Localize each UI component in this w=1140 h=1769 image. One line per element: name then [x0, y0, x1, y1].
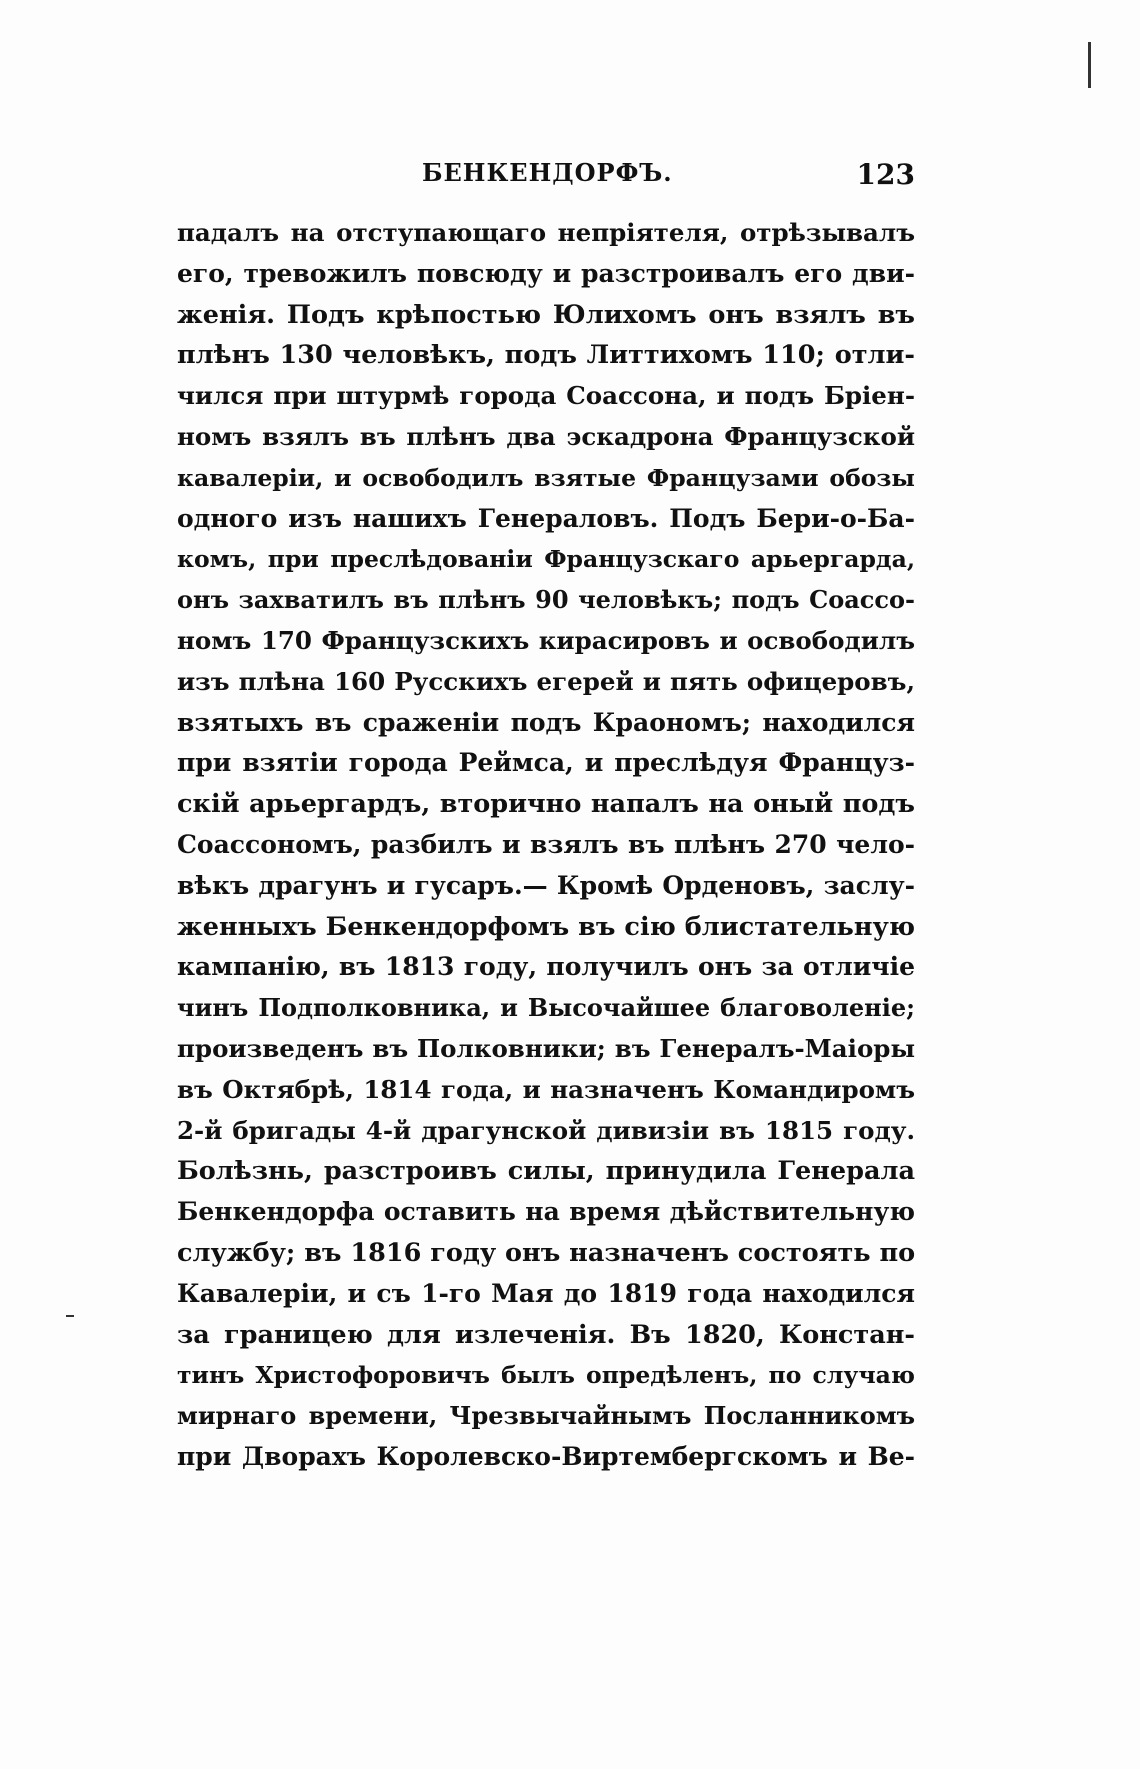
text-line: изъ плѣна 160 Русскихъ егерей и пять офицеровъ, — [177, 666, 915, 696]
scan-margin-mark — [66, 1315, 74, 1317]
text-line: Болѣзнь, разстроивъ силы, принудила Генерала — [177, 1156, 915, 1187]
page-number: 123 — [856, 158, 915, 191]
text-line: чинъ Подполковника, и Высочайшее благоволеніе; — [177, 993, 915, 1023]
text-line: номъ взялъ въ плѣнъ два эскадрона Французской — [177, 421, 915, 451]
text-line: Соассономъ, разбилъ и взялъ въ плѣнъ 270 чело- — [177, 829, 915, 859]
text-line: за границею для излеченія. Въ 1820, Констан- — [177, 1319, 915, 1350]
text-line: женныхъ Бенкендорфомъ въ сію блистательную — [177, 911, 915, 942]
text-line: при взятіи города Реймса, и преслѣдуя Француз- — [177, 748, 915, 778]
text-line: 2-й бригады 4-й драгунской дивизіи въ 1815 году. — [177, 1115, 915, 1145]
text-line: службу; въ 1816 году онъ назначенъ состоять по — [177, 1237, 915, 1268]
text-line: кавалеріи, и освободилъ взятые Французами обозы — [177, 463, 915, 492]
text-line: чился при штурмѣ города Соассона, и подъ Бріен- — [177, 381, 915, 411]
page-header — [177, 158, 915, 198]
text-line: одного изъ нашихъ Генераловъ. Подъ Бери-о-Ба- — [177, 503, 915, 533]
text-line: вѣкъ драгунъ и гусаръ.— Кромѣ Орденовъ, заслу- — [177, 870, 915, 900]
scan-edge-mark — [1088, 42, 1091, 88]
text-line: плѣнъ 130 человѣкъ, подъ Литтихомъ 110; отли- — [177, 340, 915, 371]
text-line: мирнаго времени, Чрезвычайнымъ Посланникомъ — [177, 1401, 915, 1431]
text-line: Бенкендорфа оставить на время дѣйствительную — [177, 1197, 915, 1227]
body-text — [177, 213, 915, 1703]
running-head: БЕНКЕНДОРФЪ. — [422, 158, 673, 187]
text-line: взятыхъ въ сраженіи подъ Краономъ; находился — [177, 707, 915, 737]
text-line: его, тревожилъ повсюду и разстроивалъ его дви- — [177, 258, 915, 288]
text-line: кампанію, въ 1813 году, получилъ онъ за отличіе — [177, 952, 915, 982]
text-line: номъ 170 Французскихъ кирасировъ и освободилъ — [177, 625, 915, 655]
text-line: падалъ на отступающаго непріятеля, отрѣзывалъ — [177, 218, 915, 247]
text-line: Кавалеріи, и съ 1-го Мая до 1819 года находился — [177, 1278, 915, 1308]
text-line: онъ захватилъ въ плѣнъ 90 человѣкъ; подъ Соассо- — [177, 585, 915, 615]
text-line: комъ, при преслѣдованіи Французскаго арьергарда, — [177, 545, 915, 574]
text-line: при Дворахъ Королевско-Виртембергскомъ и Ве- — [177, 1441, 915, 1471]
text-line: женія. Подъ крѣпостью Юлихомъ онъ взялъ въ — [177, 299, 915, 330]
text-line: скій арьергардъ, вторично напалъ на оный подъ — [177, 789, 915, 820]
text-line: произведенъ въ Полковники; въ Генералъ-Маіоры — [177, 1033, 915, 1063]
text-line: тинъ Христофоровичъ былъ опредѣленъ, по случаю — [177, 1361, 915, 1390]
text-line: въ Октябрѣ, 1814 года, и назначенъ Командиромъ — [177, 1074, 915, 1104]
